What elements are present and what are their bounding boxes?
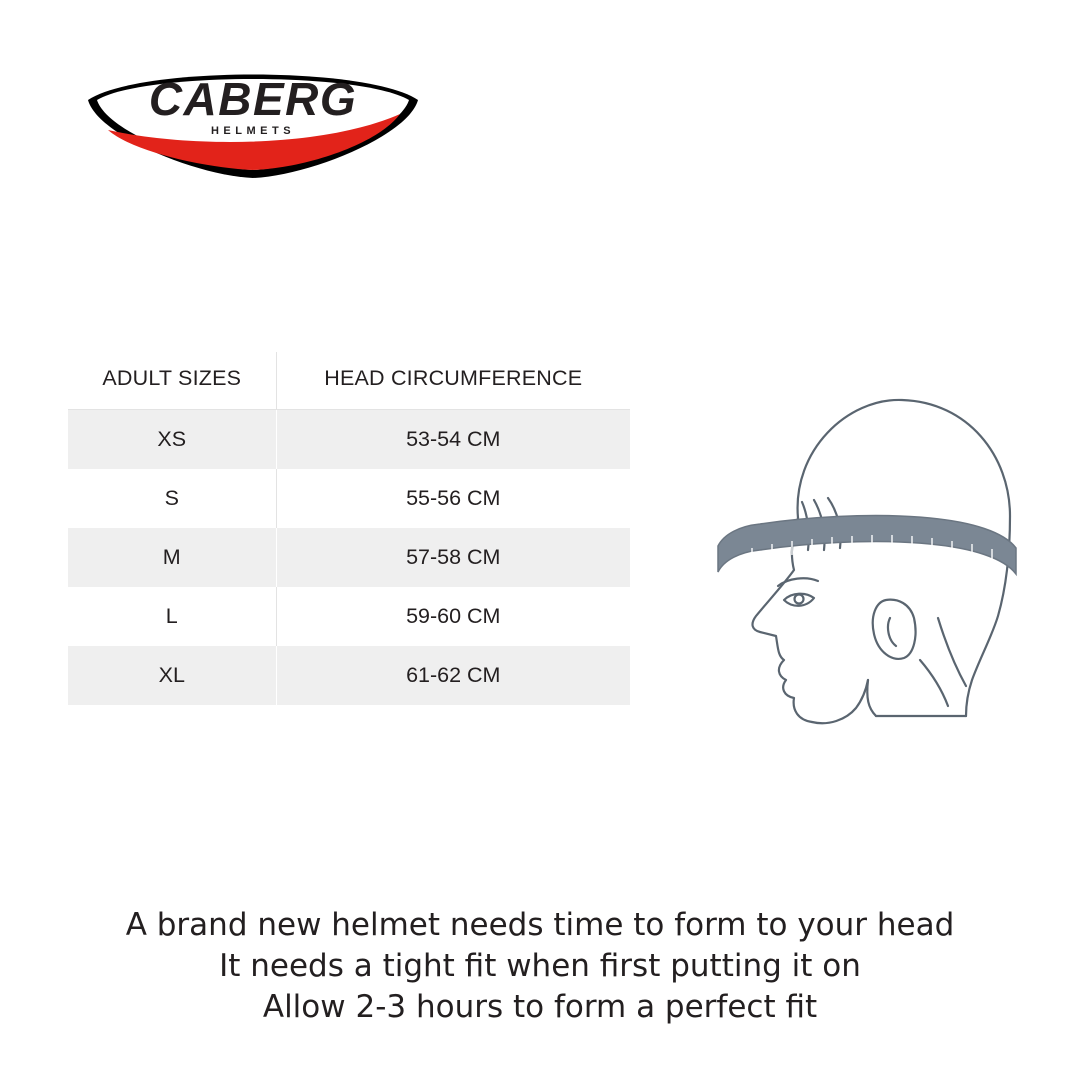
brand-logo xyxy=(78,52,428,182)
cell-size: XS xyxy=(68,410,276,470)
cell-size: L xyxy=(68,587,276,646)
cell-circumference: 57-58 CM xyxy=(276,528,630,587)
cell-size: S xyxy=(68,469,276,528)
cell-size: M xyxy=(68,528,276,587)
logo-wordmark: CABERG xyxy=(148,73,358,125)
table-header xyxy=(68,352,630,410)
column-header-head-circumference: HEAD CIRCUMFERENCE xyxy=(324,366,583,390)
table-body xyxy=(68,410,630,706)
logo-tagline: HELMETS xyxy=(210,125,296,137)
table-row xyxy=(68,528,630,587)
cell-circumference: 61-62 CM xyxy=(276,646,630,705)
caberg-logo-svg xyxy=(78,52,428,182)
note-line-2: It needs a tight fit when first putting it on xyxy=(219,948,861,984)
table-row xyxy=(68,587,630,646)
table-row xyxy=(68,410,630,470)
head-measurement-illustration xyxy=(680,368,1050,738)
cell-circumference: 53-54 CM xyxy=(276,410,630,470)
cell-circumference: 59-60 CM xyxy=(406,604,501,628)
table-row xyxy=(68,646,630,705)
note-line-1: A brand new helmet needs time to form to your head xyxy=(125,907,955,943)
cell-size: XL xyxy=(68,646,276,705)
fitting-note xyxy=(0,905,1080,1028)
head-measurement-icon xyxy=(680,368,1050,738)
size-chart-table xyxy=(68,352,630,705)
table-row xyxy=(68,469,630,528)
measuring-tape xyxy=(718,516,1016,574)
column-header-adult-sizes: ADULT SIZES xyxy=(68,352,276,410)
note-line-3: Allow 2-3 hours to form a perfect fit xyxy=(262,989,818,1025)
cell-circumference: 55-56 CM xyxy=(406,486,501,510)
